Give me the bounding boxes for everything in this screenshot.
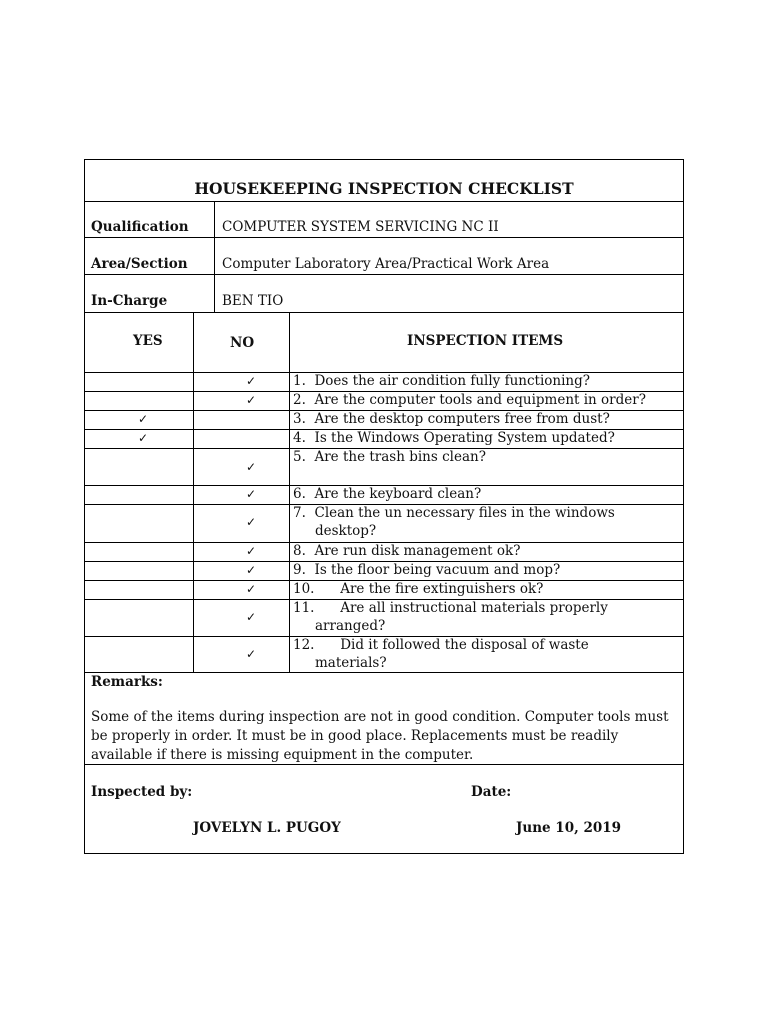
date-label: Date:: [471, 784, 512, 800]
no-checkmark-icon: ✓: [246, 374, 257, 388]
inspection-item: [293, 429, 615, 447]
rule: [85, 274, 683, 275]
inspection-item: [293, 599, 608, 635]
inspection-item-text: 3.: [293, 411, 306, 427]
no-checkmark-icon: ✓: [246, 582, 257, 596]
inspection-item-question: Are the fire extinguishers ok?: [340, 581, 544, 597]
no-checkmark-icon: ✓: [246, 563, 257, 577]
remarks-label: Remarks:: [91, 674, 163, 690]
inspection-item-text: 4.: [293, 430, 306, 446]
inspection-item: [293, 636, 589, 672]
no-checkmark-icon: ✓: [246, 487, 257, 501]
inspection-item: [293, 561, 560, 579]
qualification-value: COMPUTER SYSTEM SERVICING NC II: [222, 219, 499, 235]
inspection-item-continuation: materials?: [315, 655, 387, 671]
no-checkmark-icon: ✓: [246, 544, 257, 558]
remarks-text: Some of the items during inspection are not in good condition. Computer tools must be properly in order. It must be in good place. Replacements must be readily available if there is missing equipment in the computer.: [91, 709, 669, 763]
spacer: [314, 600, 340, 616]
inspection-item: [293, 448, 486, 466]
in-charge-value: BEN TIO: [222, 293, 284, 309]
inspection-item: [293, 580, 543, 598]
yes-checkmark-icon: ✓: [138, 412, 149, 426]
yes-column-header: YES: [133, 333, 163, 349]
no-checkmark-icon: ✓: [246, 515, 257, 529]
inspection-item-text: 1.: [293, 373, 306, 389]
inspection-item-question: Is the Windows Operating System updated?: [314, 430, 615, 446]
column-divider: [214, 201, 215, 312]
column-divider: [193, 312, 194, 672]
inspector-name: JOVELYN L. PUGOY: [193, 820, 341, 836]
inspection-item-question: Does the air condition fully functioning?: [314, 373, 591, 389]
inspection-item-text: 11.: [293, 600, 315, 616]
no-checkmark-icon: ✓: [246, 460, 257, 474]
area-section-value: Computer Laboratory Area/Practical Work Area: [222, 256, 550, 272]
inspection-item: [293, 485, 481, 503]
rule: [85, 237, 683, 238]
inspection-item-text: 2.: [293, 392, 306, 408]
inspection-item-question: Is the floor being vacuum and mop?: [314, 562, 561, 578]
rule: [85, 201, 683, 202]
inspection-item-continuation: arranged?: [315, 618, 386, 634]
inspection-item: [293, 410, 610, 428]
inspection-item-text: 5.: [293, 449, 306, 465]
rule: [85, 672, 683, 673]
no-column-header: NO: [230, 335, 255, 351]
inspection-item-question: Did it followed the disposal of waste: [340, 637, 589, 653]
inspection-item: [293, 542, 520, 560]
area-section-label: Area/Section: [91, 256, 188, 272]
form-title: HOUSEKEEPING INSPECTION CHECKLIST: [194, 179, 574, 198]
inspection-item-question: Are the computer tools and equipment in order?: [314, 392, 646, 408]
no-checkmark-icon: ✓: [246, 393, 257, 407]
inspection-item-text: 10.: [293, 581, 315, 597]
no-checkmark-icon: ✓: [246, 610, 257, 624]
inspection-item-continuation: desktop?: [315, 523, 377, 539]
inspection-item-text: 8.: [293, 543, 306, 559]
spacer: [314, 581, 340, 597]
inspection-date: June 10, 2019: [516, 820, 622, 836]
inspection-item-question: Are the desktop computers free from dust?: [314, 411, 610, 427]
inspection-checklist-form: [84, 159, 684, 854]
inspection-item: [293, 372, 590, 390]
inspection-items-column-header: INSPECTION ITEMS: [407, 333, 564, 349]
spacer: [314, 637, 340, 653]
yes-checkmark-icon: ✓: [138, 431, 149, 445]
inspection-item-question: Clean the un necessary files in the windows: [314, 505, 615, 521]
column-divider: [289, 312, 290, 672]
inspection-item-question: Are the trash bins clean?: [314, 449, 486, 465]
inspection-item-question: Are the keyboard clean?: [314, 486, 482, 502]
in-charge-label: In-Charge: [91, 293, 168, 309]
inspection-item: [293, 391, 646, 409]
no-checkmark-icon: ✓: [246, 647, 257, 661]
inspection-item-text: 9.: [293, 562, 306, 578]
qualification-label: Qualification: [91, 219, 189, 235]
inspection-item: [293, 504, 615, 540]
inspected-by-label: Inspected by:: [91, 784, 193, 800]
inspection-item-text: 12.: [293, 637, 315, 653]
inspection-item-question: Are all instructional materials properly: [340, 600, 608, 616]
rule: [85, 312, 683, 313]
inspection-item-question: Are run disk management ok?: [314, 543, 521, 559]
inspection-item-text: 6.: [293, 486, 306, 502]
inspection-item-text: 7.: [293, 505, 306, 521]
